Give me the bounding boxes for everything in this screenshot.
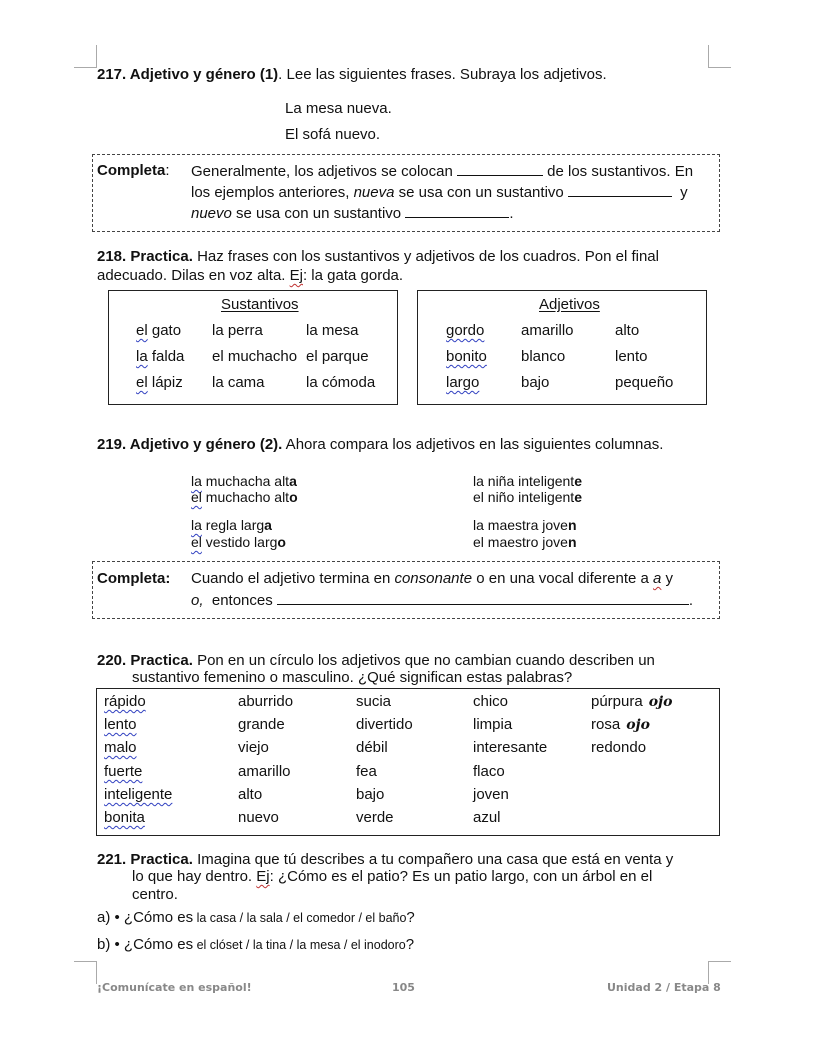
grid-word: fuerte xyxy=(104,763,143,780)
grid-word: bajo xyxy=(356,786,385,803)
blank-noun-gender-1[interactable] xyxy=(568,182,672,197)
noun-item: el gato xyxy=(136,322,182,339)
grid-word: limpia xyxy=(473,716,513,733)
exercise-219-number: 219. Adjetivo y género (2). xyxy=(97,436,283,453)
noun-item: la cama xyxy=(212,374,265,391)
grid-word: verde xyxy=(356,809,394,826)
adjectives-box-title: Adjetivos xyxy=(539,296,600,313)
nouns-box xyxy=(108,290,398,405)
adjective-item: alto xyxy=(615,322,640,339)
grid-word: rápido xyxy=(104,693,146,710)
exercise-221-line-1: 221. Practica. Imagina que tú describes a tu compañero una casa que está en venta y xyxy=(97,851,674,868)
grid-word: púrpura ojo xyxy=(591,693,673,710)
blank-rule[interactable] xyxy=(277,590,689,605)
grid-word: malo xyxy=(104,739,137,756)
completa-label: Completa: xyxy=(97,162,170,179)
grid-word: bonita xyxy=(104,809,145,826)
ojo-note: ojo xyxy=(626,717,650,733)
grid-word: nuevo xyxy=(238,809,279,826)
grid-word: sucia xyxy=(356,693,392,710)
exercise-219-heading: 219. Adjetivo y género (2). Ahora compara los adjetivos en las siguientes columnas. xyxy=(97,436,664,453)
completa-label: Completa: xyxy=(97,570,171,587)
adjective-item: bajo xyxy=(521,374,550,391)
adjective-item: pequeño xyxy=(615,374,674,391)
adjective-item: blanco xyxy=(521,348,566,365)
completa-box-219 xyxy=(92,561,720,619)
blank-position[interactable] xyxy=(457,161,543,176)
sentence-1: La mesa nueva. xyxy=(285,100,392,117)
question-a: a) • ¿Cómo es la casa / la sala / el comedor / el baño? xyxy=(97,909,415,926)
noun-item: la cómoda xyxy=(306,374,376,391)
crop-mark-top-left xyxy=(74,45,97,68)
adjectives-grid-box xyxy=(96,688,720,836)
exercise-217-number: 217. Adjetivo y género (1) xyxy=(97,66,279,83)
exercise-221-line-2: lo que hay dentro. Ej: ¿Cómo es el patio? Es un patio largo, con un árbol en el xyxy=(132,868,653,885)
crop-mark-bottom-left xyxy=(74,961,97,984)
ojo-note: ojo xyxy=(648,694,673,710)
exercise-221-line-3: centro. xyxy=(132,886,178,903)
grid-word: chico xyxy=(473,693,509,710)
noun-item: la perra xyxy=(212,322,263,339)
noun-item: la falda xyxy=(136,348,185,365)
grid-word: rosa ojo xyxy=(591,716,650,733)
adjective-item: amarillo xyxy=(521,322,574,339)
exercise-220-line-2: sustantivo femenino o masculino. ¿Qué significan estas palabras? xyxy=(132,669,573,686)
pair-item: el vestido largo xyxy=(191,534,286,550)
pair-item: la regla larga xyxy=(191,517,272,533)
grid-word: débil xyxy=(356,739,388,756)
grid-word: aburrido xyxy=(238,693,294,710)
completa-line-1: Generalmente, los adjetivos se colocan de los sustantivos. En xyxy=(191,163,694,180)
grid-word: amarillo xyxy=(238,763,291,780)
blank-noun-gender-2[interactable] xyxy=(405,203,509,218)
completa-box-217 xyxy=(92,154,720,232)
grid-word: redondo xyxy=(591,739,647,756)
exercise-217-heading xyxy=(97,65,607,85)
adjective-item: largo xyxy=(446,374,480,391)
grid-word: inteligente xyxy=(104,786,173,803)
grid-word: alto xyxy=(238,786,263,803)
grid-word: flaco xyxy=(473,763,505,780)
question-b: b) • ¿Cómo es el clóset / la tina / la mesa / el inodoro? xyxy=(97,936,415,953)
exercise-221-number: 221. Practica. xyxy=(97,851,193,868)
grid-word: fea xyxy=(356,763,377,780)
grid-word: viejo xyxy=(238,739,269,756)
grid-word: interesante xyxy=(473,739,548,756)
pair-item: la muchacha alta xyxy=(191,473,297,489)
footer-book-title: ¡Comunícate en español! xyxy=(97,981,252,994)
exercise-217-instructions: . Lee las siguientes frases. Subraya los adjetivos. xyxy=(278,66,607,83)
exercise-218-line-2: adecuado. Dilas en voz alta. Ej: la gata gorda. xyxy=(97,267,404,284)
completa-line-2: o, entonces . xyxy=(191,592,694,609)
sentence-2: El sofá nuevo. xyxy=(285,126,381,143)
nouns-box-title: Sustantivos xyxy=(221,296,299,313)
pair-item: el maestro joven xyxy=(473,534,577,550)
noun-item: el parque xyxy=(306,348,369,365)
grid-word: joven xyxy=(473,786,509,803)
exercise-218-line-1: 218. Practica. Haz frases con los sustantivos y adjetivos de los cuadros. Pon el final xyxy=(97,248,659,265)
noun-item: la mesa xyxy=(306,322,359,339)
grid-word: grande xyxy=(238,716,285,733)
exercise-220-number: 220. Practica. xyxy=(97,652,193,669)
pair-item: la maestra joven xyxy=(473,517,577,533)
exercise-218-number: 218. Practica. xyxy=(97,248,193,265)
noun-item: el muchacho xyxy=(212,348,298,365)
noun-item: el lápiz xyxy=(136,374,183,391)
pair-item: la niña inteligente xyxy=(473,473,582,489)
adjectives-box xyxy=(417,290,707,405)
adjective-item: lento xyxy=(615,348,648,365)
crop-mark-top-right xyxy=(708,45,731,68)
completa-line-1: Cuando el adjetivo termina en consonante o en una vocal diferente a a y xyxy=(191,570,674,587)
footer-page-number: 105 xyxy=(392,981,415,994)
adjective-item: gordo xyxy=(446,322,485,339)
adjective-item: bonito xyxy=(446,348,487,365)
grid-word: divertido xyxy=(356,716,413,733)
grid-word: azul xyxy=(473,809,501,826)
pair-item: el niño inteligente xyxy=(473,489,582,505)
completa-line-2: los ejemplos anteriores, nueva se usa con un sustantivo y xyxy=(191,184,688,201)
grid-word: lento xyxy=(104,716,137,733)
footer-unit: Unidad 2 / Etapa 8 xyxy=(607,981,721,994)
exercise-220-line-1: 220. Practica. Pon en un círculo los adjetivos que no cambian cuando describen un xyxy=(97,652,655,669)
pair-item: el muchacho alto xyxy=(191,489,298,505)
completa-line-3: nuevo se usa con un sustantivo . xyxy=(191,205,514,222)
